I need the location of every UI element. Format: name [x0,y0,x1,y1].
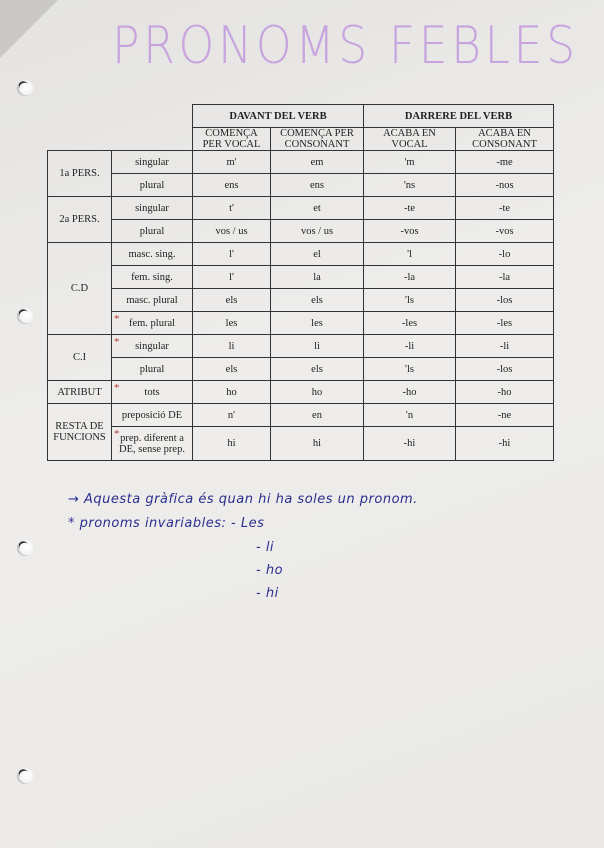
cell: el [271,243,364,266]
sub-label: singular [112,197,193,220]
cell: -li [456,335,554,358]
table-row [48,266,554,289]
cell: -la [456,266,554,289]
table-row [48,358,554,381]
asterisk-icon: * [114,428,120,440]
sub-label: masc. plural [112,289,193,312]
cell: 'm [364,151,456,174]
cell: -los [456,289,554,312]
sub-label: singular [112,151,193,174]
cell: 'ls [364,289,456,312]
binder-hole [17,768,33,784]
cell: ho [193,381,271,404]
cell: -lo [456,243,554,266]
cell: -les [364,312,456,335]
section-label: ATRIBUT [48,381,112,404]
cell: vos / us [271,220,364,243]
cell: 'ns [364,174,456,197]
asterisk-icon: * [114,382,120,394]
sub-label-starred [112,381,193,404]
sub-label: fem. sing. [112,266,193,289]
table-row [48,312,554,335]
table-row [48,289,554,312]
cell: -li [364,335,456,358]
cell: hi [193,427,271,461]
cell: -te [456,197,554,220]
cell: ho [271,381,364,404]
sub-label-starred [112,312,193,335]
sub-label-starred [112,335,193,358]
cell: -nos [456,174,554,197]
cell: l' [193,243,271,266]
cell: els [193,289,271,312]
cell: els [271,289,364,312]
section-label: C.D [48,243,112,335]
column-header: ACABA EN VOCAL [364,128,456,151]
sub-label: plural [112,358,193,381]
cell: n' [193,404,271,427]
sub-label: singular [135,340,169,352]
asterisk-icon: * [114,313,120,325]
table-row [48,404,554,427]
sub-label: tots [144,386,160,398]
cell: -hi [456,427,554,461]
cell: -te [364,197,456,220]
empty-corner [48,128,193,151]
table-row [48,220,554,243]
column-header: COMENÇA PER CONSONANT [271,128,364,151]
cell: t' [193,197,271,220]
cell: en [271,404,364,427]
sub-label: fem. plural [128,317,176,329]
binder-hole [17,80,33,96]
cell: -les [456,312,554,335]
asterisk-icon: * [114,336,120,348]
page-title: PRONOMS FEBLES [112,16,579,76]
section-label: C.I [48,335,112,381]
folded-corner [0,0,58,58]
column-header: COMENÇA PER VOCAL [193,128,271,151]
cell: -ho [456,381,554,404]
column-header: ACABA EN CONSONANT [456,128,554,151]
cell: els [193,358,271,381]
cell: ens [193,174,271,197]
table-row [48,197,554,220]
cell: hi [271,427,364,461]
cell: li [271,335,364,358]
cell: -hi [364,427,456,461]
section-label: RESTA DE FUNCIONS [48,404,112,461]
cell: vos / us [193,220,271,243]
note-item-ho: - ho [256,563,284,578]
cell: -vos [364,220,456,243]
table-row [48,243,554,266]
cell: les [271,312,364,335]
section-label: 2a PERS. [48,197,112,243]
sub-label: prep. diferent a DE, sense prep. [119,432,185,455]
cell: 'ls [364,358,456,381]
cell: -ne [456,404,554,427]
note-line-invariables: * pronoms invariables: - Les [68,516,265,531]
note-item-hi: - hi [256,586,279,601]
cell: et [271,197,364,220]
binder-hole [17,540,33,556]
note-item-li: - li [256,540,275,555]
cell: 'n [364,404,456,427]
note-line-graphic: → Aquesta gràfica és quan hi ha soles un pronom. [68,492,418,507]
pronouns-table [47,104,554,461]
cell: -me [456,151,554,174]
cell: -los [456,358,554,381]
table-row [48,335,554,358]
sub-label: plural [112,220,193,243]
sub-label: preposició DE [112,404,193,427]
cell: les [193,312,271,335]
empty-corner [48,105,193,128]
cell: 'l [364,243,456,266]
cell: -ho [364,381,456,404]
cell: l' [193,266,271,289]
cell: -vos [456,220,554,243]
table-row [48,381,554,404]
sub-label-starred [112,427,193,461]
table-row [48,151,554,174]
cell: m' [193,151,271,174]
group-header-after-verb: DARRERE DEL VERB [364,105,554,128]
section-label: 1a PERS. [48,151,112,197]
binder-hole [17,308,33,324]
table-row [48,427,554,461]
cell: els [271,358,364,381]
cell: ens [271,174,364,197]
group-header-before-verb: DAVANT DEL VERB [193,105,364,128]
table-row [48,174,554,197]
cell: la [271,266,364,289]
cell: li [193,335,271,358]
sub-label: plural [112,174,193,197]
cell: -la [364,266,456,289]
sub-label: masc. sing. [112,243,193,266]
cell: em [271,151,364,174]
